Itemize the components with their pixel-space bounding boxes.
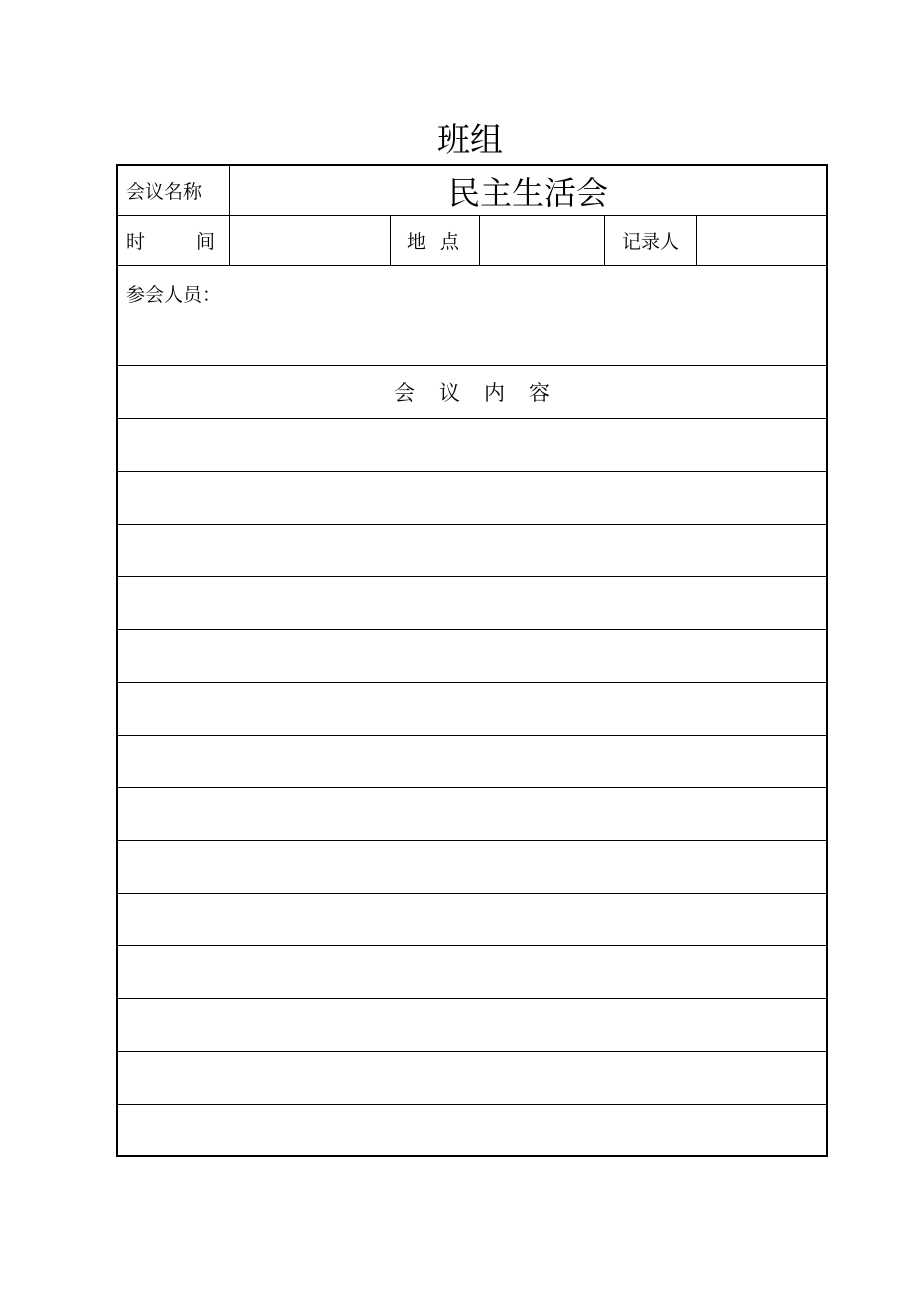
content-line[interactable] — [118, 946, 826, 999]
content-line[interactable] — [118, 577, 826, 630]
time-label — [118, 216, 230, 265]
meeting-name-row — [118, 166, 826, 216]
attendees-row[interactable] — [118, 266, 826, 366]
content-line[interactable] — [118, 841, 826, 894]
location-field[interactable] — [480, 216, 605, 265]
content-line[interactable] — [118, 736, 826, 788]
content-line[interactable] — [118, 999, 826, 1052]
recorder-field[interactable] — [697, 216, 826, 265]
recorder-label: 记录人 — [605, 216, 697, 265]
content-line[interactable] — [118, 525, 826, 577]
content-line[interactable] — [118, 472, 826, 525]
content-line[interactable] — [118, 788, 826, 841]
content-line[interactable] — [118, 683, 826, 736]
content-line[interactable] — [118, 1052, 826, 1105]
time-label-char-1: 时 — [126, 231, 146, 253]
meeting-name-label: 会议名称 — [118, 166, 230, 215]
time-field[interactable] — [230, 216, 391, 265]
content-line[interactable] — [118, 419, 826, 472]
meeting-info-row — [118, 216, 826, 266]
content-line[interactable] — [118, 1105, 826, 1155]
content-line[interactable] — [118, 894, 826, 946]
location-label: 地 点 — [391, 216, 480, 265]
meeting-name-field[interactable]: 民主生活会 — [447, 173, 608, 212]
document-title: 班组 — [437, 120, 503, 159]
time-label-char-2: 间 — [195, 231, 215, 253]
content-header-row: 会议内容 — [118, 366, 826, 419]
meeting-record-form — [116, 164, 828, 1157]
content-line[interactable] — [118, 630, 826, 683]
attendees-label: 参会人员： — [126, 284, 222, 306]
